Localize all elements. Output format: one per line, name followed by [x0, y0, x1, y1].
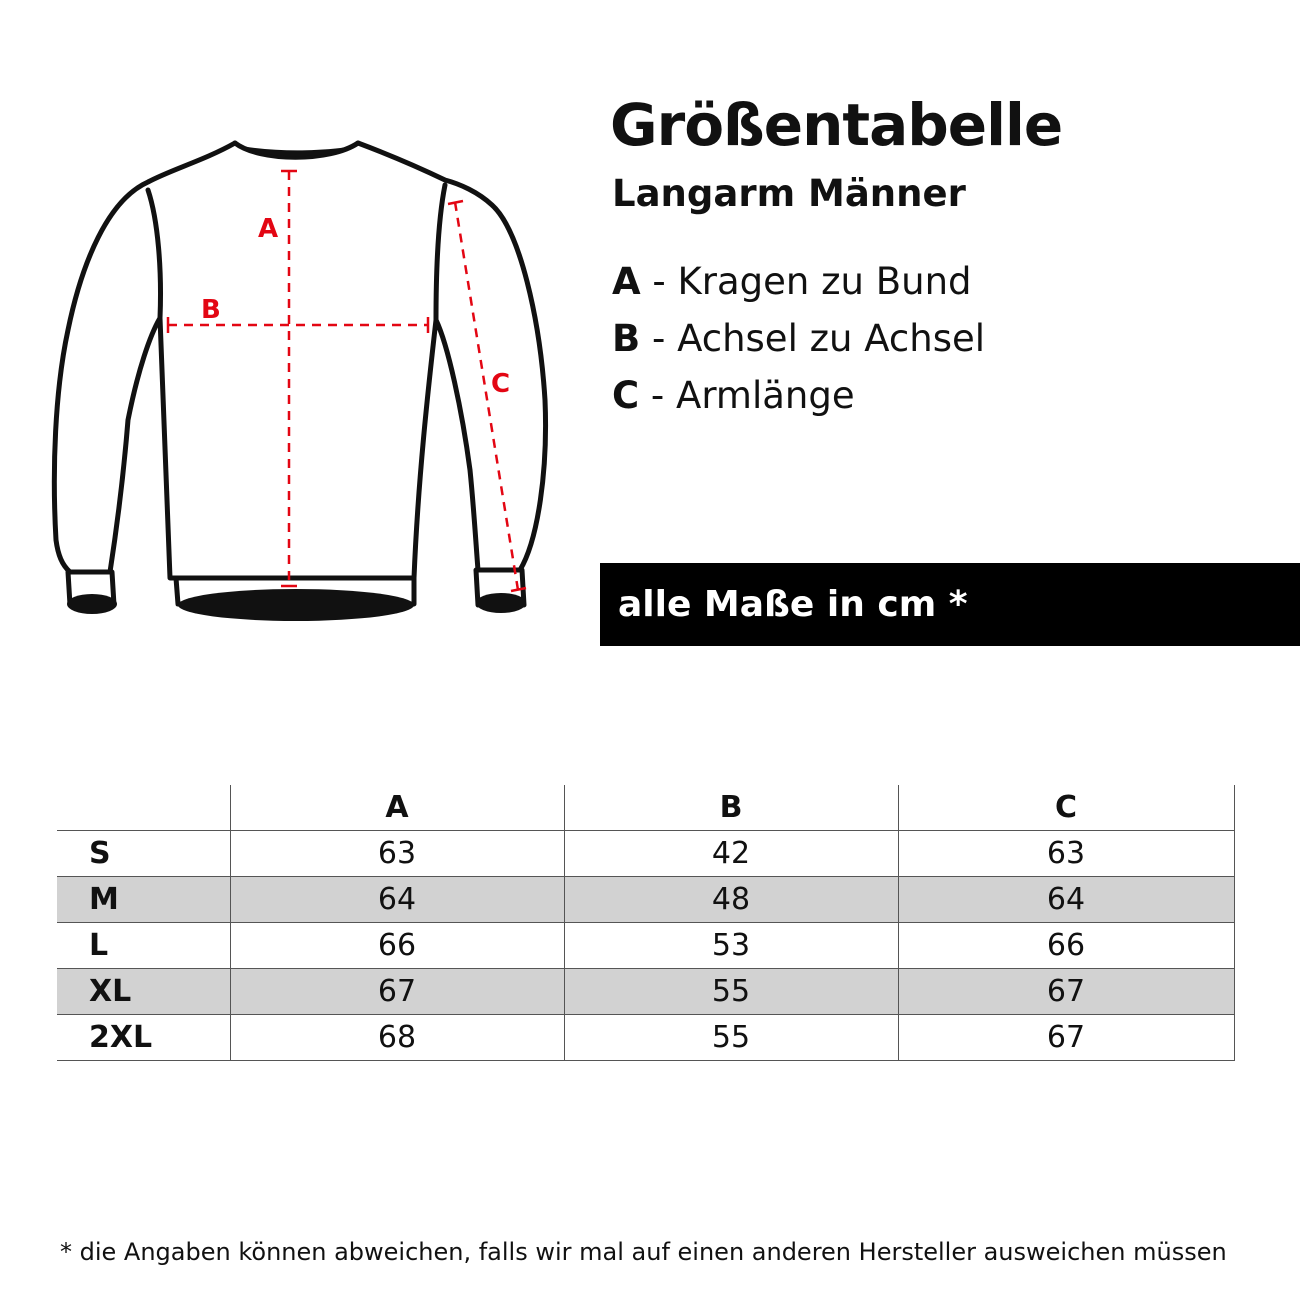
page-title: Größentabelle: [610, 91, 1063, 159]
legend-item-b: [612, 310, 985, 367]
value-cell: 63: [898, 831, 1234, 877]
header-cell-size: [57, 785, 230, 831]
legend-key: A: [612, 260, 641, 303]
value-cell: 66: [230, 923, 564, 969]
legend-text: - Armlänge: [639, 374, 855, 417]
value-cell: 67: [230, 969, 564, 1015]
value-cell: 53: [564, 923, 898, 969]
legend-item-a: [612, 253, 985, 310]
hem-opening: [178, 589, 414, 621]
table-row: [57, 1015, 1234, 1061]
size-table: [57, 785, 1235, 1061]
size-cell: L: [89, 928, 109, 963]
legend-text: - Kragen zu Bund: [640, 260, 972, 303]
right-sleeve-seam: [436, 185, 445, 320]
measure-label-a: A: [258, 214, 279, 244]
value-cell: 55: [564, 969, 898, 1015]
value-cell: 55: [564, 1015, 898, 1061]
value-cell: 67: [898, 969, 1234, 1015]
footnote: * die Angaben können abweichen, falls wir mal auf einen anderen Hersteller ausweichen müssen: [60, 1238, 1227, 1266]
measurement-legend: [612, 253, 985, 424]
value-cell: 64: [898, 877, 1234, 923]
size-cell: S: [89, 836, 111, 871]
legend-key: B: [612, 317, 641, 360]
garment-outline: [54, 143, 545, 578]
table-row: [57, 969, 1234, 1015]
header-cell-c: C: [898, 785, 1234, 831]
value-cell: 67: [898, 1015, 1234, 1061]
legend-key: C: [612, 374, 640, 417]
header-cell-b: B: [564, 785, 898, 831]
header-cell-a: A: [230, 785, 564, 831]
measure-line-c-top-tick: [448, 201, 463, 204]
table-row: [57, 831, 1234, 877]
left-sleeve-seam: [148, 190, 161, 318]
value-cell: 68: [230, 1015, 564, 1061]
table-header-row: [57, 785, 1234, 831]
collar-opening: [236, 145, 356, 156]
legend-text: - Achsel zu Achsel: [640, 317, 986, 360]
table-row: [57, 923, 1234, 969]
legend-item-c: [612, 367, 985, 424]
units-banner: alle Maße in cm *: [600, 563, 1300, 646]
left-cuff-opening: [67, 594, 117, 614]
measure-label-b: B: [201, 295, 221, 325]
right-cuff-opening: [476, 593, 526, 613]
size-cell: M: [57, 877, 230, 923]
value-cell: 48: [564, 877, 898, 923]
size-cell: 2XL: [89, 1020, 153, 1055]
measure-label-c: C: [491, 369, 511, 399]
value-cell: 42: [564, 831, 898, 877]
value-cell: 63: [230, 831, 564, 877]
table-row: [57, 877, 1234, 923]
value-cell: 64: [230, 877, 564, 923]
size-cell: XL: [57, 969, 230, 1015]
sweatshirt-diagram: [40, 130, 560, 630]
page-subtitle: Langarm Männer: [612, 172, 966, 215]
value-cell: 66: [898, 923, 1234, 969]
